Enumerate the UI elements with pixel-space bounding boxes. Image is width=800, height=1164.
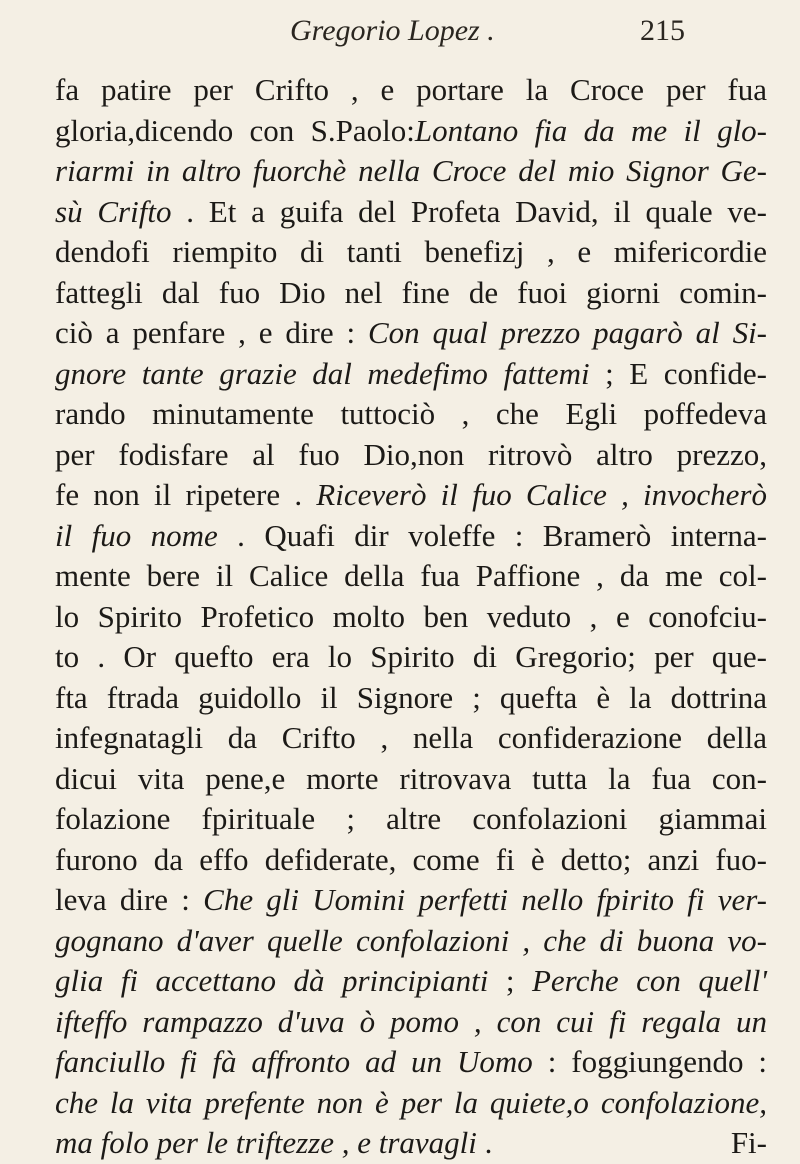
text-line xyxy=(55,597,767,638)
italic-text-segment: glia fi accettano dà principianti xyxy=(55,963,489,998)
italic-text-segment: ifteffo rampazzo d'uva ò pomo , con cui fi regala un xyxy=(55,1003,767,1039)
italic-text-segment: gnore tante grazie dal medefimo fattemi xyxy=(55,355,590,391)
italic-text-segment: il fuo nome xyxy=(55,517,218,553)
text-line xyxy=(55,961,767,1002)
italic-text-segment: Con qual prezzo pagarò al Si- xyxy=(367,315,767,350)
text-line xyxy=(55,556,767,597)
text-segment: fattegli dal fuo Dio nel fine de fuoi giorni comin- xyxy=(55,274,767,310)
text-segment: folazione fpirituale ; altre confolazioni giammai xyxy=(55,801,767,836)
italic-text-segment: Perche con quell' xyxy=(531,963,767,998)
text-segment: fa patire per Crifto , e portare la Croce per fua xyxy=(55,72,767,107)
text-segment: furono da effo defiderate, come fi è detto; anzi fuo- xyxy=(55,841,767,877)
italic-text-segment: riarmi in altro fuorchè nella Croce del mio Signor Ge- xyxy=(55,153,767,188)
text-line xyxy=(55,151,767,192)
text-line xyxy=(55,678,767,719)
text-segment: leva dire : xyxy=(55,882,204,917)
text-segment: per fodisfare al fuo Dio,non ritrovò altro prezzo, xyxy=(55,436,767,472)
text-segment: ciò a penfare , e dire : xyxy=(55,315,368,350)
text-line xyxy=(55,273,767,314)
text-line xyxy=(55,394,767,435)
italic-text-segment: fanciullo fi fà affronto ad un Uomo xyxy=(55,1044,533,1079)
text-line xyxy=(55,516,767,557)
text-line xyxy=(55,921,767,962)
text-line xyxy=(55,192,767,233)
page-number: 215 xyxy=(640,14,685,47)
text-line xyxy=(55,1042,767,1083)
text-line xyxy=(55,70,767,111)
text-segment: . Quafi dir voleffe : Bramerò interna- xyxy=(217,517,767,553)
text-line xyxy=(55,475,767,516)
text-line xyxy=(55,1002,767,1043)
text-line xyxy=(55,232,767,273)
text-segment: ; xyxy=(488,963,532,998)
text-segment: : foggiungendo : xyxy=(532,1044,768,1079)
text-segment: mente bere il Calice della fua Paffione , da me col- xyxy=(55,558,767,593)
italic-text-segment: Riceverò il fuo Calice , invocherò xyxy=(316,477,767,512)
text-segment: gloria,dicendo con S.Paolo: xyxy=(55,112,415,148)
italic-text-segment: ma folo per le triftezze , e travagli xyxy=(55,1125,477,1160)
text-line xyxy=(55,840,767,881)
catchword: Fi- xyxy=(730,1125,767,1160)
text-line xyxy=(55,1083,767,1124)
running-head: Gregorio Lopez . xyxy=(290,14,495,47)
text-segment: . Et a guifa del Profeta David, il quale ve- xyxy=(171,193,768,229)
text-line xyxy=(55,799,767,840)
text-segment: rando minutamente tuttociò , che Egli poffedeva xyxy=(55,396,767,431)
body-text xyxy=(55,70,767,1164)
italic-text-segment: sù Crifto xyxy=(55,193,172,229)
page-header xyxy=(0,14,800,54)
text-line xyxy=(55,313,767,354)
text-segment: fe non il ripetere . xyxy=(55,477,317,512)
text-line xyxy=(55,718,767,759)
text-segment: dendofi riempito di tanti benefizj , e mifericordie xyxy=(55,234,767,269)
text-segment: . xyxy=(476,1125,493,1160)
italic-text-segment: gognano d'aver quelle confolazioni , che di buona vo- xyxy=(55,922,767,958)
text-segment: ; E confide- xyxy=(589,355,767,391)
italic-text-segment: Che gli Uomini perfetti nello fpirito fi ver- xyxy=(203,882,767,917)
text-line xyxy=(55,1123,767,1164)
text-segment: fta ftrada guidollo il Signore ; quefta è la dottrina xyxy=(55,679,767,715)
italic-text-segment: Lontano fia da me il glo- xyxy=(414,112,768,148)
text-segment: infegnatagli da Crifto , nella confiderazione della xyxy=(55,720,767,755)
text-segment: dicui vita pene,e morte ritrovava tutta la fua con- xyxy=(55,760,767,796)
text-line xyxy=(55,637,767,678)
text-line xyxy=(55,759,767,800)
text-line xyxy=(55,354,767,395)
text-line xyxy=(55,435,767,476)
text-segment: lo Spirito Profetico molto ben veduto , e conofciu- xyxy=(55,598,767,634)
italic-text-segment: che la vita prefente non è per la quiete,o confolazione, xyxy=(55,1084,767,1120)
text-segment: to . Or quefto era lo Spirito di Gregorio; per que- xyxy=(55,639,767,674)
text-line xyxy=(55,111,767,152)
text-line xyxy=(55,880,767,921)
